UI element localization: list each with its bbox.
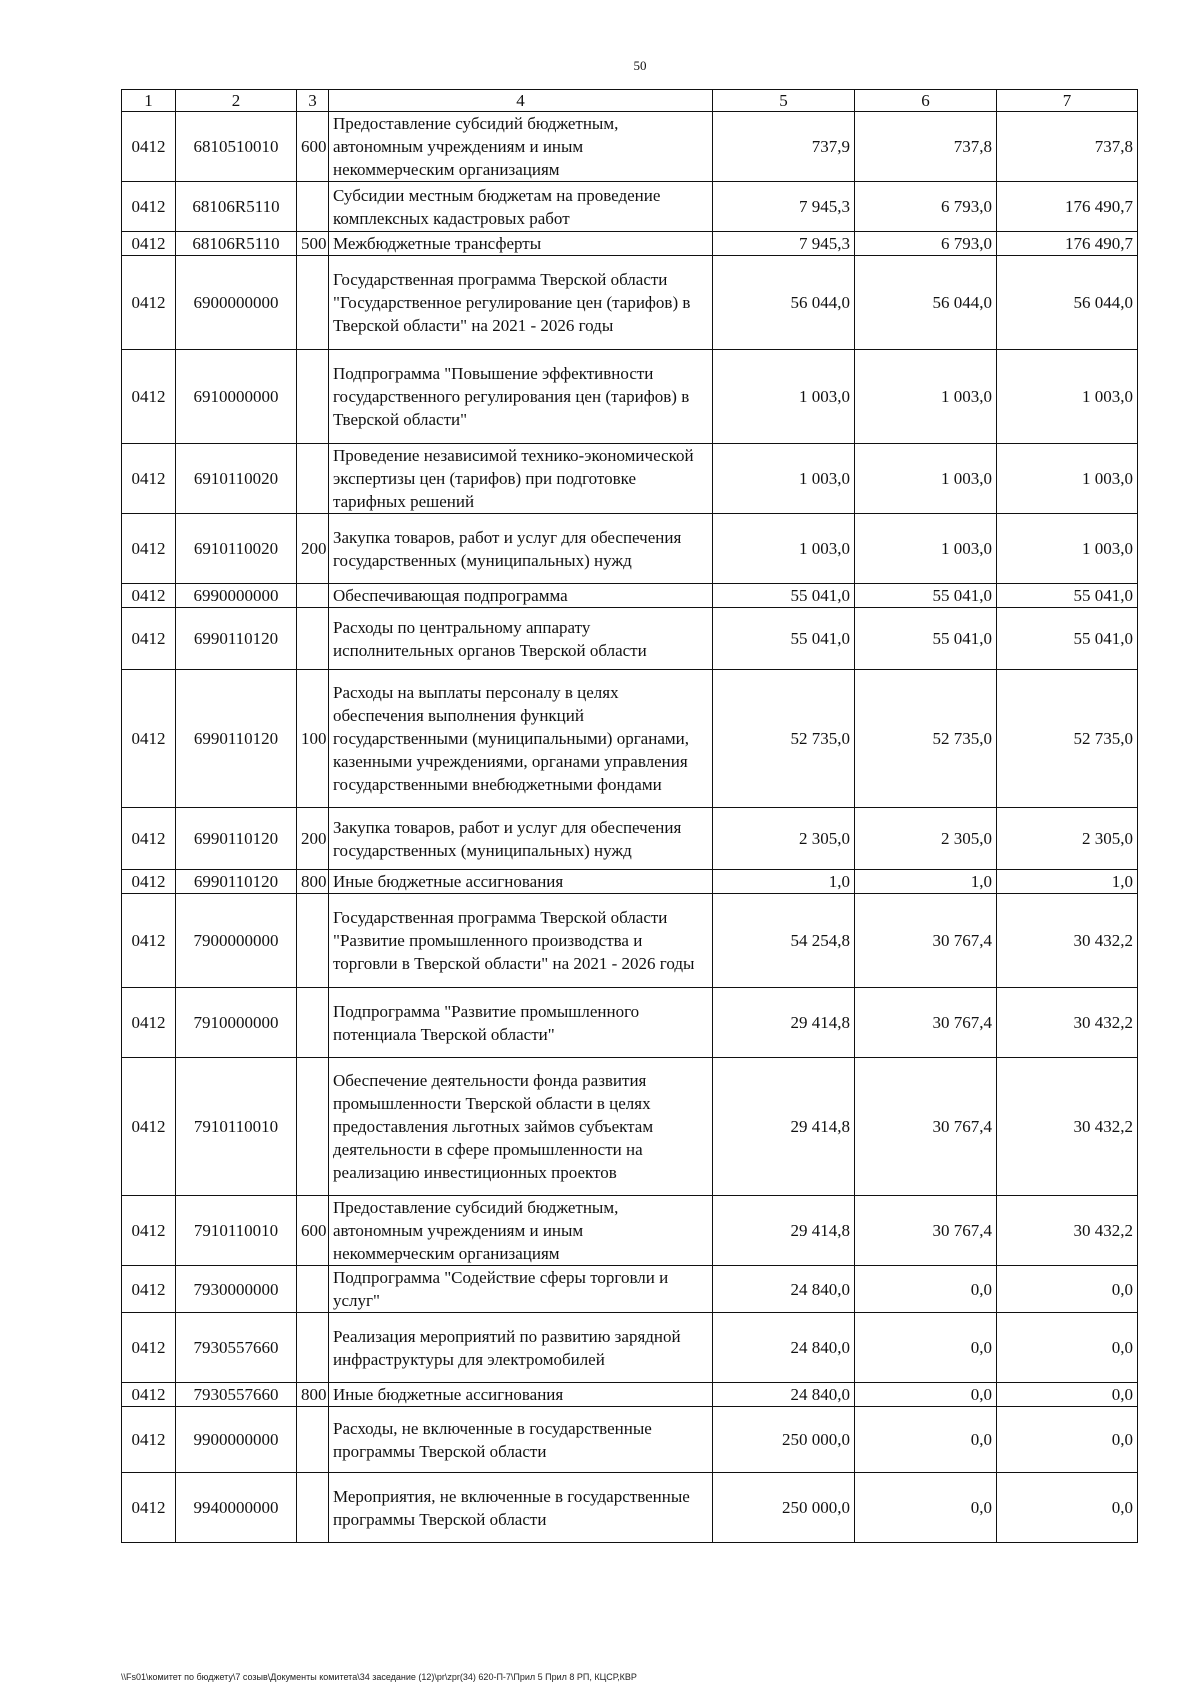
row-target-article-code: 6990110120 bbox=[176, 808, 297, 870]
row-section-code: 0412 bbox=[122, 182, 176, 232]
page-number: 50 bbox=[633, 58, 647, 73]
row-amount-col5: 24 840,0 bbox=[713, 1313, 855, 1383]
row-target-article-code: 7900000000 bbox=[176, 894, 297, 988]
column-number-row bbox=[122, 90, 1138, 112]
row-expense-type-code bbox=[297, 584, 329, 608]
row-amount-col6: 52 735,0 bbox=[855, 670, 997, 808]
row-amount-col7: 56 044,0 bbox=[997, 256, 1138, 350]
row-expense-type-code bbox=[297, 1058, 329, 1196]
table-row bbox=[122, 1473, 1138, 1543]
row-amount-col5: 24 840,0 bbox=[713, 1266, 855, 1313]
row-name: Государственная программа Тверской области "Развитие промышленного производства и торговли в Тверской области" на 2021 - 2026 годы bbox=[329, 894, 713, 988]
row-name: Мероприятия, не включенные в государственные программы Тверской области bbox=[329, 1473, 713, 1543]
row-name: Субсидии местным бюджетам на проведение комплексных кадастровых работ bbox=[329, 182, 713, 232]
row-target-article-code: 6900000000 bbox=[176, 256, 297, 350]
table-row bbox=[122, 870, 1138, 894]
row-amount-col6: 30 767,4 bbox=[855, 988, 997, 1058]
column-header: 2 bbox=[176, 90, 297, 112]
row-amount-col6: 55 041,0 bbox=[855, 608, 997, 670]
row-section-code: 0412 bbox=[122, 1058, 176, 1196]
row-expense-type-code: 800 bbox=[297, 870, 329, 894]
row-target-article-code: 6990000000 bbox=[176, 584, 297, 608]
row-section-code: 0412 bbox=[122, 232, 176, 256]
row-expense-type-code: 500 bbox=[297, 232, 329, 256]
row-amount-col7: 0,0 bbox=[997, 1407, 1138, 1473]
row-amount-col7: 0,0 bbox=[997, 1266, 1138, 1313]
row-target-article-code: 6990110120 bbox=[176, 870, 297, 894]
table-row bbox=[122, 1058, 1138, 1196]
column-header: 5 bbox=[713, 90, 855, 112]
row-section-code: 0412 bbox=[122, 514, 176, 584]
row-name: Государственная программа Тверской области "Государственное регулирование цен (тарифов) в Тверской области" на 2021 - 2026 годы bbox=[329, 256, 713, 350]
row-amount-col5: 1 003,0 bbox=[713, 444, 855, 514]
row-amount-col5: 1 003,0 bbox=[713, 350, 855, 444]
row-amount-col5: 29 414,8 bbox=[713, 1196, 855, 1266]
row-expense-type-code bbox=[297, 350, 329, 444]
row-section-code: 0412 bbox=[122, 584, 176, 608]
row-expense-type-code: 800 bbox=[297, 1383, 329, 1407]
row-amount-col7: 1 003,0 bbox=[997, 444, 1138, 514]
row-amount-col6: 0,0 bbox=[855, 1473, 997, 1543]
table-row bbox=[122, 608, 1138, 670]
row-amount-col6: 30 767,4 bbox=[855, 1196, 997, 1266]
row-expense-type-code: 100 bbox=[297, 670, 329, 808]
row-target-article-code: 9900000000 bbox=[176, 1407, 297, 1473]
table-row bbox=[122, 584, 1138, 608]
row-target-article-code: 68106R5110 bbox=[176, 182, 297, 232]
row-amount-col5: 1 003,0 bbox=[713, 514, 855, 584]
row-amount-col6: 6 793,0 bbox=[855, 182, 997, 232]
table-row bbox=[122, 808, 1138, 870]
row-name: Реализация мероприятий по развитию зарядной инфраструктуры для электромобилей bbox=[329, 1313, 713, 1383]
row-expense-type-code: 600 bbox=[297, 112, 329, 182]
row-section-code: 0412 bbox=[122, 1407, 176, 1473]
row-name: Расходы по центральному аппарату исполнительных органов Тверской области bbox=[329, 608, 713, 670]
row-target-article-code: 7910110010 bbox=[176, 1196, 297, 1266]
row-amount-col6: 0,0 bbox=[855, 1383, 997, 1407]
row-amount-col7: 30 432,2 bbox=[997, 894, 1138, 988]
row-amount-col5: 55 041,0 bbox=[713, 608, 855, 670]
row-name: Иные бюджетные ассигнования bbox=[329, 870, 713, 894]
row-section-code: 0412 bbox=[122, 1313, 176, 1383]
row-amount-col6: 56 044,0 bbox=[855, 256, 997, 350]
row-section-code: 0412 bbox=[122, 112, 176, 182]
row-expense-type-code bbox=[297, 1473, 329, 1543]
row-expense-type-code: 200 bbox=[297, 808, 329, 870]
column-header: 4 bbox=[329, 90, 713, 112]
row-amount-col6: 1 003,0 bbox=[855, 444, 997, 514]
budget-table bbox=[121, 89, 1138, 1543]
row-amount-col6: 1,0 bbox=[855, 870, 997, 894]
row-name: Обеспечение деятельности фонда развития промышленности Тверской области в целях предоставления льготных займов субъектам деятельности в сфере промышленности на реализацию инвестиционных проектов bbox=[329, 1058, 713, 1196]
row-amount-col6: 0,0 bbox=[855, 1266, 997, 1313]
row-target-article-code: 68106R5110 bbox=[176, 232, 297, 256]
row-amount-col6: 0,0 bbox=[855, 1313, 997, 1383]
row-name: Подпрограмма "Содействие сферы торговли и услуг" bbox=[329, 1266, 713, 1313]
row-amount-col5: 737,9 bbox=[713, 112, 855, 182]
row-amount-col5: 2 305,0 bbox=[713, 808, 855, 870]
table-row bbox=[122, 514, 1138, 584]
row-name: Межбюджетные трансферты bbox=[329, 232, 713, 256]
row-section-code: 0412 bbox=[122, 1196, 176, 1266]
row-expense-type-code bbox=[297, 1313, 329, 1383]
row-expense-type-code bbox=[297, 894, 329, 988]
row-section-code: 0412 bbox=[122, 608, 176, 670]
row-amount-col7: 0,0 bbox=[997, 1383, 1138, 1407]
row-amount-col6: 2 305,0 bbox=[855, 808, 997, 870]
row-amount-col5: 55 041,0 bbox=[713, 584, 855, 608]
row-name: Предоставление субсидий бюджетным, автономным учреждениям и иным некоммерческим организациям bbox=[329, 1196, 713, 1266]
row-expense-type-code bbox=[297, 256, 329, 350]
row-section-code: 0412 bbox=[122, 988, 176, 1058]
row-section-code: 0412 bbox=[122, 256, 176, 350]
row-section-code: 0412 bbox=[122, 1383, 176, 1407]
column-header: 1 bbox=[122, 90, 176, 112]
table-row bbox=[122, 182, 1138, 232]
row-expense-type-code bbox=[297, 182, 329, 232]
row-name: Расходы, не включенные в государственные программы Тверской области bbox=[329, 1407, 713, 1473]
row-amount-col7: 30 432,2 bbox=[997, 988, 1138, 1058]
row-section-code: 0412 bbox=[122, 670, 176, 808]
row-section-code: 0412 bbox=[122, 1266, 176, 1313]
row-amount-col7: 0,0 bbox=[997, 1313, 1138, 1383]
row-section-code: 0412 bbox=[122, 894, 176, 988]
row-amount-col7: 2 305,0 bbox=[997, 808, 1138, 870]
row-name: Иные бюджетные ассигнования bbox=[329, 1383, 713, 1407]
row-amount-col5: 56 044,0 bbox=[713, 256, 855, 350]
row-name: Предоставление субсидий бюджетным, автономным учреждениям и иным некоммерческим организациям bbox=[329, 112, 713, 182]
table-row bbox=[122, 988, 1138, 1058]
row-expense-type-code bbox=[297, 1407, 329, 1473]
table-row bbox=[122, 350, 1138, 444]
row-target-article-code: 7910110010 bbox=[176, 1058, 297, 1196]
table-row bbox=[122, 894, 1138, 988]
row-amount-col5: 7 945,3 bbox=[713, 182, 855, 232]
row-name: Проведение независимой технико-экономической экспертизы цен (тарифов) при подготовке тарифных решений bbox=[329, 444, 713, 514]
row-amount-col6: 30 767,4 bbox=[855, 894, 997, 988]
row-amount-col7: 30 432,2 bbox=[997, 1058, 1138, 1196]
row-target-article-code: 7910000000 bbox=[176, 988, 297, 1058]
row-target-article-code: 7930557660 bbox=[176, 1313, 297, 1383]
row-amount-col7: 52 735,0 bbox=[997, 670, 1138, 808]
row-name: Подпрограмма "Развитие промышленного потенциала Тверской области" bbox=[329, 988, 713, 1058]
row-amount-col6: 737,8 bbox=[855, 112, 997, 182]
row-section-code: 0412 bbox=[122, 444, 176, 514]
row-amount-col7: 55 041,0 bbox=[997, 608, 1138, 670]
row-amount-col5: 250 000,0 bbox=[713, 1473, 855, 1543]
row-target-article-code: 6910000000 bbox=[176, 350, 297, 444]
row-amount-col7: 1 003,0 bbox=[997, 350, 1138, 444]
row-target-article-code: 9940000000 bbox=[176, 1473, 297, 1543]
row-name: Подпрограмма "Повышение эффективности государственного регулирования цен (тарифов) в Тверской области" bbox=[329, 350, 713, 444]
row-section-code: 0412 bbox=[122, 808, 176, 870]
table-row bbox=[122, 444, 1138, 514]
row-amount-col7: 1 003,0 bbox=[997, 514, 1138, 584]
row-amount-col6: 6 793,0 bbox=[855, 232, 997, 256]
table-body bbox=[122, 112, 1138, 1543]
footer-file-path: \\Fs01\комитет по бюджету\7 созыв\Документы комитета\34 заседание (12)\pr\zpr(34) 620-П-7\Прил 5 Прил 8 РП, КЦСР,КВР bbox=[121, 1672, 637, 1682]
row-amount-col7: 176 490,7 bbox=[997, 232, 1138, 256]
row-expense-type-code bbox=[297, 444, 329, 514]
row-amount-col5: 250 000,0 bbox=[713, 1407, 855, 1473]
row-amount-col5: 7 945,3 bbox=[713, 232, 855, 256]
table-row bbox=[122, 1383, 1138, 1407]
row-amount-col5: 54 254,8 bbox=[713, 894, 855, 988]
row-expense-type-code: 600 bbox=[297, 1196, 329, 1266]
row-amount-col7: 1,0 bbox=[997, 870, 1138, 894]
row-expense-type-code bbox=[297, 608, 329, 670]
row-amount-col5: 29 414,8 bbox=[713, 1058, 855, 1196]
row-amount-col5: 1,0 bbox=[713, 870, 855, 894]
row-target-article-code: 7930000000 bbox=[176, 1266, 297, 1313]
row-amount-col7: 0,0 bbox=[997, 1473, 1138, 1543]
row-target-article-code: 6990110120 bbox=[176, 608, 297, 670]
row-amount-col7: 176 490,7 bbox=[997, 182, 1138, 232]
column-header: 6 bbox=[855, 90, 997, 112]
row-target-article-code: 6810510010 bbox=[176, 112, 297, 182]
row-expense-type-code bbox=[297, 988, 329, 1058]
row-amount-col6: 30 767,4 bbox=[855, 1058, 997, 1196]
row-amount-col7: 737,8 bbox=[997, 112, 1138, 182]
table-row bbox=[122, 1266, 1138, 1313]
row-target-article-code: 6990110120 bbox=[176, 670, 297, 808]
table-row bbox=[122, 670, 1138, 808]
row-amount-col5: 29 414,8 bbox=[713, 988, 855, 1058]
row-target-article-code: 6910110020 bbox=[176, 514, 297, 584]
row-expense-type-code: 200 bbox=[297, 514, 329, 584]
table-row bbox=[122, 232, 1138, 256]
table-row bbox=[122, 256, 1138, 350]
row-expense-type-code bbox=[297, 1266, 329, 1313]
row-name: Закупка товаров, работ и услуг для обеспечения государственных (муниципальных) нужд bbox=[329, 514, 713, 584]
row-section-code: 0412 bbox=[122, 870, 176, 894]
row-amount-col5: 52 735,0 bbox=[713, 670, 855, 808]
row-amount-col6: 1 003,0 bbox=[855, 350, 997, 444]
row-amount-col6: 55 041,0 bbox=[855, 584, 997, 608]
row-name: Расходы на выплаты персоналу в целях обеспечения выполнения функций государственными (муниципальными) органами, казенными учреждениями, органами управления государственными внебюджетными фондами bbox=[329, 670, 713, 808]
row-amount-col6: 1 003,0 bbox=[855, 514, 997, 584]
row-name: Закупка товаров, работ и услуг для обеспечения государственных (муниципальных) нужд bbox=[329, 808, 713, 870]
column-header: 3 bbox=[297, 90, 329, 112]
table-row bbox=[122, 112, 1138, 182]
column-header: 7 bbox=[997, 90, 1138, 112]
table-row bbox=[122, 1313, 1138, 1383]
row-amount-col5: 24 840,0 bbox=[713, 1383, 855, 1407]
table-row bbox=[122, 1407, 1138, 1473]
row-section-code: 0412 bbox=[122, 1473, 176, 1543]
table-row bbox=[122, 1196, 1138, 1266]
row-name: Обеспечивающая подпрограмма bbox=[329, 584, 713, 608]
row-section-code: 0412 bbox=[122, 350, 176, 444]
row-amount-col7: 30 432,2 bbox=[997, 1196, 1138, 1266]
row-amount-col6: 0,0 bbox=[855, 1407, 997, 1473]
row-target-article-code: 6910110020 bbox=[176, 444, 297, 514]
row-amount-col7: 55 041,0 bbox=[997, 584, 1138, 608]
row-target-article-code: 7930557660 bbox=[176, 1383, 297, 1407]
